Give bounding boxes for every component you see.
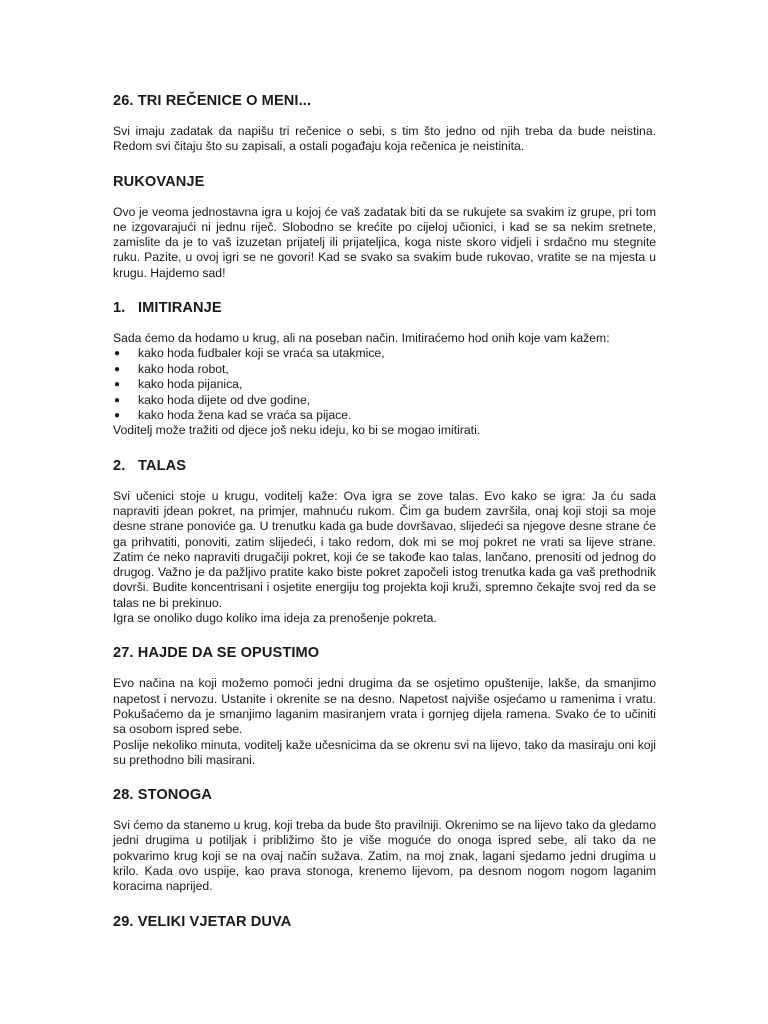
- section-paragraph: Svi učenici stoje u krugu, voditelj kaže: Ova igra se zove talas. Evo kako se igra: Ja ću sada napraviti jdean pokret, na primjer, mahnuću rukom. Čim ga budem završila, onaj koji stoji sa moje desne strane ponoviće ga. U trenutku kada ga bude dovršavao, slijedeći sa njegove desne strane će ga prihvatiti, ponoviti, zatim slijedeći, i tako redom, dok mi se moj pokret ne vrati sa lijeve strane. Zatim će neko napraviti drugačiji pokret, koji će se takođe kao talas, lančano, prenositi od jednog do drugog. Važno je da pažljivo pratite kako biste pokret započeli istog trenutka kada ga vaš prethodnik dovrši. Budite koncentrisani i osjetite energiju tog projekta koji kruži, spremno čekajte svoj red da se talas ne bi prekinuo.: [113, 488, 656, 610]
- section-heading-imitiranje: 1. IMITIRANJE: [113, 300, 222, 317]
- list-item: ● kako hoda dijete od dve godine,: [114, 392, 311, 407]
- list-item: ● kako hoda fudbaler koji se vraća sa utakmice,: [114, 346, 385, 361]
- list-item: ● kako hoda žena kad se vraća sa pijace.: [114, 408, 352, 422]
- list-item: ● kako hoda robot,: [114, 361, 229, 376]
- section-heading-27: 27. HAJDE DA SE OPUSTIMO: [113, 645, 320, 662]
- section-intro: Sada ćemo da hodamo u krug, ali na poseban način. Imitiraćemo hod onih koje vam kažem:: [113, 331, 610, 346]
- list-item: ● kako hoda pijanica,: [114, 377, 243, 392]
- section-paragraph: Ovo je veoma jednostavna igra u kojoj će vaš zadatak biti da se rukujete sa svakim iz grupe, pri tom ne izgovarajući ni jednu riječ. Slobodno se krećite po cijeloj učionici, i kad se sa nekim sretnete, zamislite da je to vaš izuzetan prijatelj ili prijateljica, koga niste skoro vidjeli i srdačno mu stegnite ruku. Pazite, u ovoj igri se ne govori! Kad se svako sa svakim bude rukovao, vratite se na mjesta u krugu. Hajdemo sad!: [113, 204, 656, 280]
- section-paragraph: Evo načina na koji možemo pomoći jedni drugima da se osjetimo opuštenije, lakše, da smanjimo napetost i nervozu. Ustanite i okrenite se na desno. Napetost najviše osjećamo u ramenima i vratu. Pokušaćemo da je smanjimo laganim masiranjem vrata i gornjeg dijela ramena. Svako će to učiniti sa osobom ispred sebe.: [113, 676, 656, 737]
- section-heading-rukovanje: RUKOVANJE: [113, 173, 205, 190]
- section-paragraph: Igra se onoliko dugo koliko ima ideja za prenošenje pokreta.: [113, 611, 437, 626]
- section-paragraph: Svi ćemo da stanemo u krug, koji treba da bude što pravilniji. Okrenimo se na lijevo tako da gledamo jedni drugima u potiljak i približimo što je više moguće do onoga ispred sebe, ali tako da ne pokvarimo krug koji se na ovaj način sužava. Zatim, na moj znak, lagani sjedamo jedni drugima u krilo. Kada ovo uspije, kao prava stonoga, krenemo lijevom, pa desnom nogom nogom laganim koracima naprijed.: [113, 818, 656, 894]
- section-heading-talas: 2. TALAS: [113, 457, 187, 474]
- bullet-list: [113, 346, 656, 423]
- section-heading-29: 29. VELIKI VJETAR DUVA: [113, 913, 292, 930]
- section-heading-28: 28. STONOGA: [113, 787, 212, 804]
- section-paragraph: Poslije nekoliko minuta, voditelj kaže učesnicima da se okrenu svi na lijevo, tako da masiraju oni koji su prethodno bili masirani.: [113, 737, 656, 767]
- section-outro: Voditelj može tražiti od djece još neku ideju, ko bi se mogao imitirati.: [113, 423, 481, 438]
- section-paragraph: Svi imaju zadatak da napišu tri rečenice o sebi, s tim što jedno od njih treba da bude neistina. Redom svi čitaju što su zapisali, a ostali pogađaju koja rečenica je neistinita.: [113, 124, 656, 154]
- section-heading-26: 26. TRI REČENICE O MENI...: [113, 93, 312, 109]
